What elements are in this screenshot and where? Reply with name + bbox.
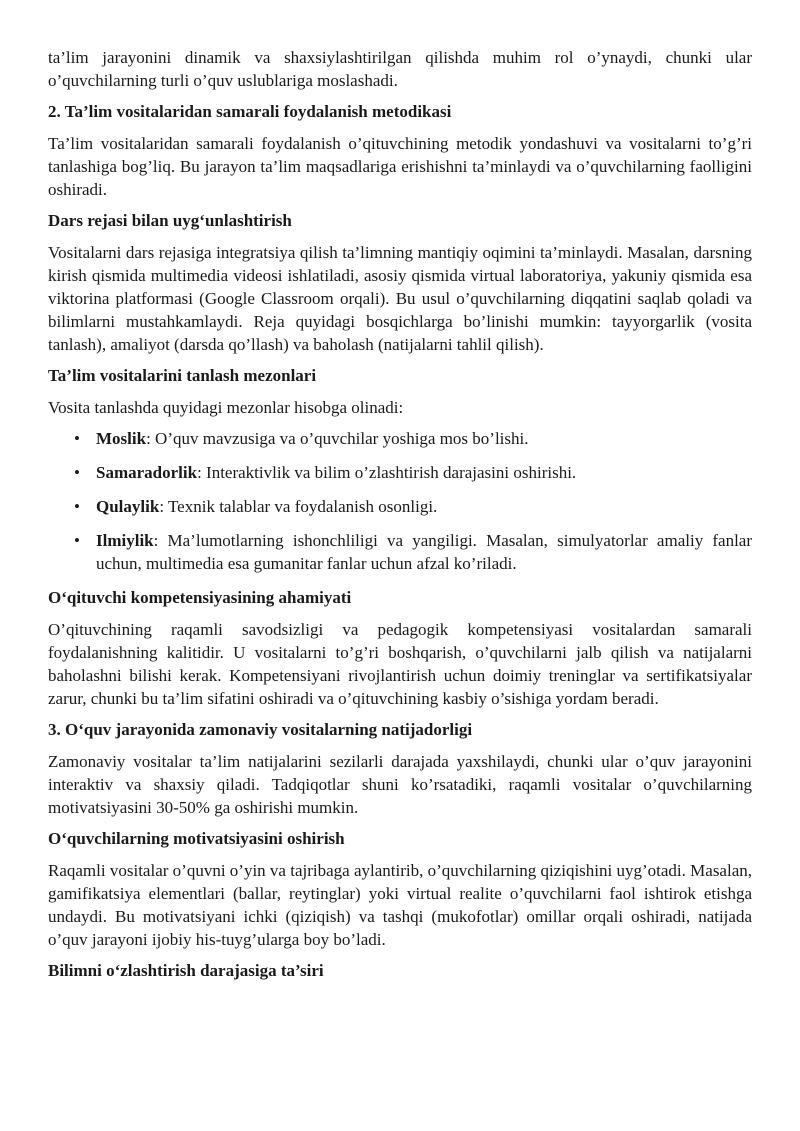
list-item	[48, 427, 752, 450]
section-heading-2: 2. Ta’lim vositalaridan samarali foydalanish metodikasi	[48, 102, 452, 121]
list-item-text: : Interaktivlik va bilim o’zlashtirish darajasini oshirishi.	[197, 463, 577, 482]
list-item-term: Ilmiylik	[96, 531, 154, 550]
list-item	[48, 495, 752, 518]
paragraph-criteria-intro: Vosita tanlashda quyidagi mezonlar hisobga olinadi:	[48, 398, 404, 417]
paragraph-section-2-intro: Ta’lim vositalaridan samarali foydalanish o’qituvchining metodik yondashuvi va vositalarni to’g’ri tanlashiga bog’liq. Bu jarayon ta’lim maqsadlariga erishishni ta’minlaydi va o’quvchilarning faolligini oshiradi.	[48, 134, 752, 199]
bullet-icon: •	[74, 463, 80, 482]
section-heading-3: 3. O‘quv jarayonida zamonaviy vositalarning natijadorligi	[48, 720, 473, 739]
subheading-lesson-plan: Dars rejasi bilan uyg‘unlashtirish	[48, 211, 292, 230]
paragraph-lesson-plan: Vositalarni dars rejasiga integratsiya qilish ta’limning mantiqiy oqimini ta’minlaydi. Masalan, darsning kirish qismida multimedia videosi ishlatiladi, asosiy qismida virtual laboratoriya, yakuniy qismida esa viktorina platformasi (Google Classroom orqali). Bu usul o’quvchilarning diqqatini saqlab qoladi va bilimlarni mustahkamlaydi. Reja quyidagi bosqichlarga bo’linishi mumkin: tayyorgarlik (vosita tanlash), amaliyot (darsda qo’llash) va baholash (natijalarni tahlil qilish).	[48, 243, 752, 354]
subheading-motivation: O‘quvchilarning motivatsiyasini oshirish	[48, 829, 345, 848]
subheading-knowledge-impact: Bilimni o‘zlashtirish darajasiga ta’siri	[48, 961, 324, 980]
paragraph-intro-continuation: ta’lim jarayonini dinamik va shaxsiylashtirilgan qilishda muhim rol o’ynaydi, chunki ular o’quvchilarning turli o’quv uslublariga moslashadi.	[48, 48, 752, 90]
paragraph-teacher-competence: O’qituvchining raqamli savodsizligi va pedagogik kompetensiyasi vositalardan samarali foydalanishning kalitidir. U vositalarni to’g’ri boshqarish, o’quvchilarni jalb qilish va natijalarni baholashni bilishi kerak. Kompetensiyani rivojlantirish uchun doimiy treninglar va sertifikatsiyalar zarur, chunki bu ta’lim sifatini oshiradi va o’qituvchining kasbiy o’sishiga yordam beradi.	[48, 620, 752, 708]
bullet-icon: •	[74, 429, 80, 448]
list-item-term: Moslik	[96, 429, 147, 448]
list-item	[48, 461, 752, 484]
list-item	[48, 529, 752, 575]
list-item-term: Qulaylik	[96, 497, 160, 516]
paragraph-motivation: Raqamli vositalar o’quvni o’yin va tajribaga aylantirib, o’quvchilarning qiziqishini uyg’otadi. Masalan, gamifikatsiya elementlari (ballar, reytinglar) yoki virtual realite o’quvchilarni faol ishtirok etishga undaydi. Bu motivatsiyani ichki (qiziqish) va tashqi (mukofotlar) omillar orqali oshiradi, natijada o’quv jarayoni ijobiy his-tuyg’ularga boy bo’ladi.	[48, 861, 752, 949]
subheading-selection-criteria: Ta’lim vositalarini tanlash mezonlari	[48, 366, 317, 385]
criteria-list	[48, 427, 752, 575]
subheading-teacher-competence: O‘qituvchi kompetensiyasining ahamiyati	[48, 588, 352, 607]
list-item-term: Samaradorlik	[96, 463, 198, 482]
list-item-text: : O’quv mavzusiga va o’quvchilar yoshiga mos bo’lishi.	[146, 429, 529, 448]
bullet-icon: •	[74, 531, 80, 550]
list-item-text: : Texnik talablar va foydalanish osonligi.	[159, 497, 438, 516]
list-item-text: : Ma’lumotlarning ishonchliligi va yangiligi. Masalan, simulyatorlar amaliy fanlar uchun, multimedia esa gumanitar fanlar uchun afzal ko’riladi.	[96, 531, 752, 573]
bullet-icon: •	[74, 497, 80, 516]
paragraph-section-3-intro: Zamonaviy vositalar ta’lim natijalarini sezilarli darajada yaxshilaydi, chunki ular o’quv jarayonini interaktiv va shaxsiy qiladi. Tadqiqotlar shuni ko’rsatadiki, raqamli vositalar o’quvchilarning motivatsiyasini 30-50% ga oshirishi mumkin.	[48, 752, 752, 817]
